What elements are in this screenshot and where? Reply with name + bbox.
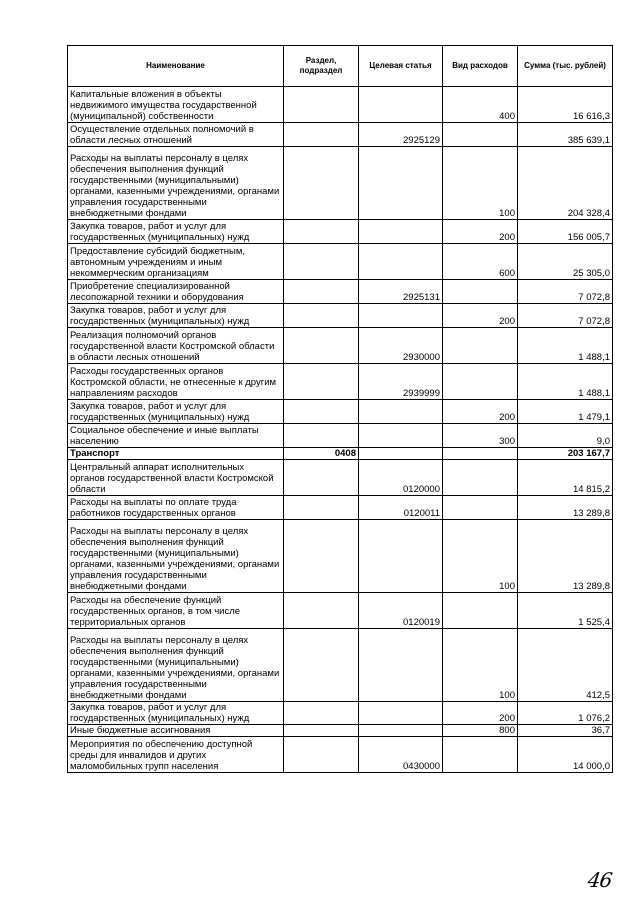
page-number: 46: [586, 868, 614, 892]
header-name: Наименование: [68, 46, 284, 87]
cell-type: 100: [443, 520, 518, 593]
table-row: [68, 280, 613, 304]
table-row: [68, 244, 613, 280]
cell-target: [359, 304, 443, 328]
cell-section: [284, 87, 359, 123]
cell-name: Иные бюджетные ассигнования: [68, 725, 284, 737]
cell-type: 400: [443, 87, 518, 123]
cell-sum: 1 525,4: [518, 593, 613, 629]
header-target: Целевая статья: [359, 46, 443, 87]
cell-section: [284, 496, 359, 520]
cell-target: [359, 87, 443, 123]
table-row: [68, 460, 613, 496]
cell-target: [359, 448, 443, 460]
cell-type: [443, 460, 518, 496]
cell-sum: 16 616,3: [518, 87, 613, 123]
table-row: [68, 593, 613, 629]
cell-section: [284, 629, 359, 702]
cell-target: 2925131: [359, 280, 443, 304]
cell-sum: 1 488,1: [518, 328, 613, 364]
cell-section: 0408: [284, 448, 359, 460]
table-row: [68, 702, 613, 725]
cell-section: [284, 460, 359, 496]
cell-name: Социальное обеспечение и иные выплаты населению: [68, 424, 284, 448]
cell-target: 2925129: [359, 123, 443, 147]
cell-name: Расходы на обеспечение функций государственных органов, в том числе территориальных органов: [68, 593, 284, 629]
cell-type: [443, 328, 518, 364]
cell-section: [284, 400, 359, 424]
table-header-row: [68, 46, 613, 87]
cell-target: [359, 520, 443, 593]
cell-section: [284, 280, 359, 304]
cell-sum: 203 167,7: [518, 448, 613, 460]
cell-section: [284, 304, 359, 328]
cell-target: 2930000: [359, 328, 443, 364]
table-row: [68, 87, 613, 123]
cell-target: [359, 629, 443, 702]
cell-type: [443, 496, 518, 520]
cell-name: Расходы на выплаты по оплате труда работников государственных органов: [68, 496, 284, 520]
table-row: [68, 424, 613, 448]
table-row: [68, 448, 613, 460]
header-type: Вид расходов: [443, 46, 518, 87]
cell-name: Закупка товаров, работ и услуг для государственных (муниципальных) нужд: [68, 400, 284, 424]
cell-sum: 7 072,8: [518, 304, 613, 328]
cell-target: 2939999: [359, 364, 443, 400]
cell-type: 100: [443, 147, 518, 220]
cell-section: [284, 328, 359, 364]
cell-sum: 385 639,1: [518, 123, 613, 147]
table-row: [68, 737, 613, 773]
cell-type: [443, 593, 518, 629]
cell-type: 200: [443, 220, 518, 244]
cell-sum: 36,7: [518, 725, 613, 737]
cell-section: [284, 593, 359, 629]
cell-name: Реализация полномочий органов государственной власти Костромской области в области лесных отношений: [68, 328, 284, 364]
cell-type: 200: [443, 702, 518, 725]
cell-name: Закупка товаров, работ и услуг для государственных (муниципальных) нужд: [68, 702, 284, 725]
cell-type: [443, 364, 518, 400]
cell-type: 100: [443, 629, 518, 702]
cell-name: Расходы государственных органов Костромской области, не отнесенные к другим направлениям расходов: [68, 364, 284, 400]
cell-name: Расходы на выплаты персоналу в целях обеспечения выполнения функций государственными (муниципальными) органами, казенными учреждениями, органами управления государственными внебюджетными фондами: [68, 520, 284, 593]
table-row: [68, 328, 613, 364]
table-row: [68, 520, 613, 593]
cell-type: 600: [443, 244, 518, 280]
cell-section: [284, 520, 359, 593]
cell-name: Закупка товаров, работ и услуг для государственных (муниципальных) нужд: [68, 220, 284, 244]
cell-name: Приобретение специализированной лесопожарной техники и оборудования: [68, 280, 284, 304]
cell-sum: 13 289,8: [518, 520, 613, 593]
cell-target: [359, 424, 443, 448]
cell-target: [359, 147, 443, 220]
cell-name: Закупка товаров, работ и услуг для государственных (муниципальных) нужд: [68, 304, 284, 328]
table-row: [68, 220, 613, 244]
cell-name: Транспорт: [68, 448, 284, 460]
cell-name: Центральный аппарат исполнительных органов государственной власти Костромской области: [68, 460, 284, 496]
cell-section: [284, 123, 359, 147]
table-body: [68, 87, 613, 773]
cell-sum: 1 479,1: [518, 400, 613, 424]
cell-type: [443, 737, 518, 773]
cell-section: [284, 364, 359, 400]
table-row: [68, 725, 613, 737]
cell-type: 200: [443, 400, 518, 424]
cell-name: Капитальные вложения в объекты недвижимого имущества государственной (муниципальной) собственности: [68, 87, 284, 123]
cell-section: [284, 424, 359, 448]
cell-type: 800: [443, 725, 518, 737]
cell-sum: 14 815,2: [518, 460, 613, 496]
table-row: [68, 123, 613, 147]
cell-target: [359, 725, 443, 737]
cell-sum: 25 305,0: [518, 244, 613, 280]
cell-sum: 7 072,8: [518, 280, 613, 304]
cell-target: [359, 244, 443, 280]
cell-type: 300: [443, 424, 518, 448]
cell-name: Расходы на выплаты персоналу в целях обеспечения выполнения функций государственными (муниципальными) органами, казенными учреждениями, органами управления государственными внебюджетными фондами: [68, 629, 284, 702]
cell-sum: 14 000,0: [518, 737, 613, 773]
header-sum: Сумма (тыс. рублей): [518, 46, 613, 87]
header-section: Раздел, подраздел: [284, 46, 359, 87]
cell-target: 0120011: [359, 496, 443, 520]
cell-section: [284, 737, 359, 773]
cell-type: [443, 448, 518, 460]
cell-section: [284, 147, 359, 220]
cell-target: 0120019: [359, 593, 443, 629]
cell-target: [359, 400, 443, 424]
cell-sum: 412,5: [518, 629, 613, 702]
table-row: [68, 304, 613, 328]
cell-sum: 204 328,4: [518, 147, 613, 220]
cell-target: [359, 702, 443, 725]
cell-sum: 1 488,1: [518, 364, 613, 400]
table-row: [68, 364, 613, 400]
cell-type: 200: [443, 304, 518, 328]
cell-sum: 156 005,7: [518, 220, 613, 244]
cell-name: Осуществление отдельных полномочий в области лесных отношений: [68, 123, 284, 147]
table-row: [68, 629, 613, 702]
cell-name: Предоставление субсидий бюджетным, автономным учреждениям и иным некоммерческим организациям: [68, 244, 284, 280]
cell-section: [284, 702, 359, 725]
table-row: [68, 147, 613, 220]
cell-sum: 13 289,8: [518, 496, 613, 520]
cell-sum: 1 076,2: [518, 702, 613, 725]
cell-name: Мероприятия по обеспечению доступной среды для инвалидов и других маломобильных групп населения: [68, 737, 284, 773]
cell-section: [284, 725, 359, 737]
cell-section: [284, 244, 359, 280]
cell-sum: 9,0: [518, 424, 613, 448]
cell-name: Расходы на выплаты персоналу в целях обеспечения выполнения функций государственными (муниципальными) органами, казенными учреждениями, органами управления государственными внебюджетными фондами: [68, 147, 284, 220]
cell-target: 0430000: [359, 737, 443, 773]
cell-type: [443, 280, 518, 304]
cell-section: [284, 220, 359, 244]
cell-target: 0120000: [359, 460, 443, 496]
cell-type: [443, 123, 518, 147]
table-row: [68, 496, 613, 520]
budget-table: [67, 45, 613, 773]
table-row: [68, 400, 613, 424]
cell-target: [359, 220, 443, 244]
